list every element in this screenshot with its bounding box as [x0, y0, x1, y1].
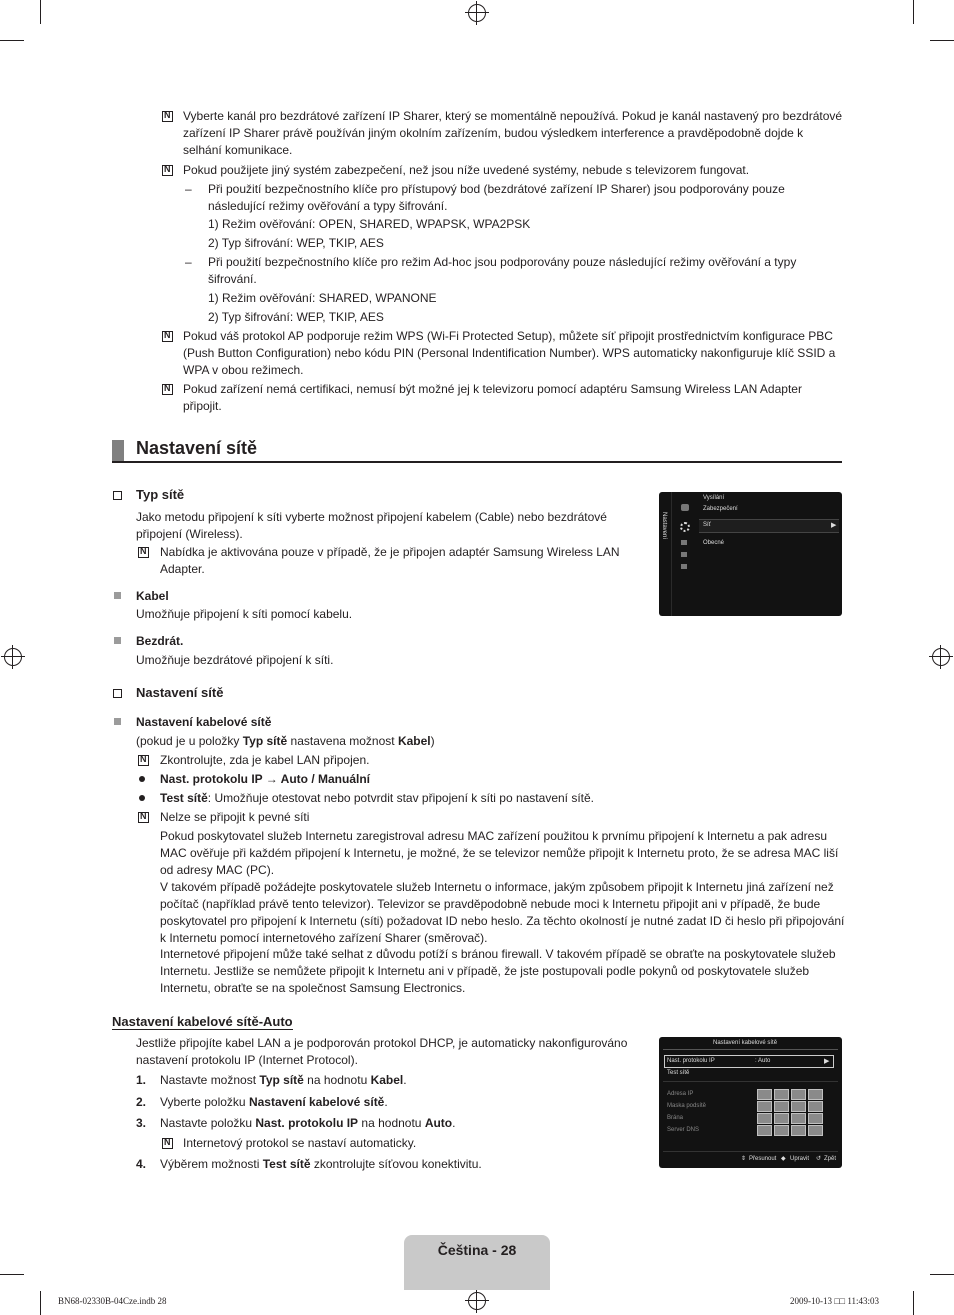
ip-octet-box[interactable] — [774, 1089, 789, 1100]
condition-text: (pokud je u položky Typ sítě nastavena možnost Kabel) — [136, 734, 435, 748]
registration-mark-icon — [468, 1292, 486, 1310]
subheading: Nastavení sítě — [136, 685, 224, 700]
note-text: Vyberte kanál pro bezdrátové zařízení IP Sharer, který se momentálně nepoužívá. Pokud je kanál nastavený pro bezdrátové zařízení IP Sharer právě používán jiným okolním zařízením, budou výsledkem interference a pravděpodobně dojde k selhání komunikace. — [183, 109, 843, 157]
gear-icon — [680, 522, 690, 532]
footer-hint: Přesunout — [749, 1156, 777, 1162]
ip-octet-box[interactable] — [791, 1089, 806, 1100]
arrow-right-icon: ▶ — [831, 522, 837, 529]
bullet-dot-icon — [139, 776, 145, 782]
edit-icon: ◆ — [781, 1156, 786, 1162]
bullet-dot-icon — [139, 795, 145, 801]
note-text: Pokud váš protokol AP podporuje režim WPS (Wi-Fi Protected Setup), můžete síť připojit prostřednictvím konfigurace PBC (Push Button Configuration) nebo kódu PIN (Personal Indentification Number). WPS automaticky nakonfiguruje klíč SSID a WPA v obou režimech. — [183, 329, 836, 377]
note-icon — [162, 331, 173, 342]
menu-item[interactable]: Obecné — [703, 540, 725, 546]
field-label: Brána — [667, 1115, 684, 1121]
bullet-text: Nast. protokolu IP → Auto / Manuální — [160, 772, 371, 786]
option-desc: Umožňuje bezdrátové připojení k síti. — [136, 653, 334, 667]
menu-item-selected[interactable] — [699, 519, 839, 533]
step-text: Nastavte položku Nast. protokolu IP na hodnotu Auto. — [160, 1116, 456, 1130]
crop-mark — [40, 0, 41, 24]
paragraph: Internetové připojení může také selhat z důvodu potíží s bránou firewall. V takovém případě se obraťte na poskytovatele služeb Internetu. Jestliže se nemůžete připojit k Internetu ani v případě, že jste postupovali podle pokynů od poskytovatele služeb Internetu, obraťte se na společnost Samsung Electronics. — [160, 947, 836, 995]
note-text: Nelze se připojit k pevné síti — [160, 810, 310, 824]
dash-item-text: Při použití bezpečnostního klíče pro režim Ad-hoc jsou podporovány pouze následující režimy ověřování a typy šifrování. — [208, 255, 797, 286]
note-icon — [162, 165, 173, 176]
menu-item[interactable]: Síť — [703, 522, 711, 528]
crop-mark — [913, 0, 914, 24]
note-text: Pokud použijete jiný systém zabezpečení, než jsou níže uvedené systémy, nebude s televizorem fungovat. — [183, 163, 750, 177]
footer-hint: Zpět — [824, 1156, 837, 1162]
crop-mark — [0, 1274, 24, 1275]
step-number: 4. — [136, 1157, 147, 1171]
note-icon — [162, 111, 173, 122]
auth-modes: 1) Režim ověřování: SHARED, WPANONE — [208, 291, 437, 305]
ip-octet-box[interactable] — [757, 1113, 772, 1124]
menu-icon — [681, 564, 687, 569]
crop-mark — [913, 1291, 914, 1315]
step-number: 3. — [136, 1116, 147, 1130]
arrow-right-icon: ▶ — [824, 1058, 830, 1065]
note-icon — [138, 755, 149, 766]
body-text: Jako metodu připojení k síti vyberte možnost připojení kabelem (Cable) nebo bezdrátové připojení (Wireless). — [136, 510, 607, 541]
ip-octet-box[interactable] — [757, 1101, 772, 1112]
field-label: Server DNS — [667, 1127, 700, 1133]
note-text: Nabídka je aktivována pouze v případě, že je připojen adaptér Samsung Wireless LAN Adapter. — [160, 545, 620, 576]
ip-octet-box[interactable] — [757, 1089, 772, 1100]
crop-mark — [40, 1291, 41, 1315]
menu-item[interactable]: Zabezpečení — [703, 506, 738, 512]
test-network-item[interactable]: Test sítě — [667, 1070, 690, 1076]
menu-icon — [681, 552, 687, 557]
ip-octet-box[interactable] — [808, 1125, 823, 1136]
note-text: Pokud zařízení nemá certifikaci, nemusí být možné jej k televizoru pomocí adaptéru Samsung Wireless LAN Adapter připojit. — [183, 382, 802, 413]
ip-octet-box[interactable] — [791, 1113, 806, 1124]
note-icon — [162, 384, 173, 395]
paragraph: V takovém případě požádejte poskytovatele služeb Internetu o informace, jakým způsobem připojit k Internetu jiná zařízení než počítač (například právě tento televizor). Televizor se pravděpodobně nebude moci k Internetu připojit ani v případě, že bude poskytovatel pro připojení k Internetu (síti) požadovat ID nebo heslo. Za těchto okolností je nutné zadat ID či heslo při připojování k Internetu pomocí internetového zařízení Sharer (směrovač). — [160, 880, 845, 945]
field-label: Adresa IP — [667, 1091, 694, 1097]
ip-octet-box[interactable] — [774, 1101, 789, 1112]
registration-mark-icon — [932, 648, 950, 666]
ip-octet-box[interactable] — [757, 1125, 772, 1136]
dash-item-text: Při použití bezpečnostního klíče pro přístupový bod (bezdrátové zařízení IP Sharer) jsou podporovány pouze následující režimy ověřování a typy šifrování. — [208, 182, 785, 213]
row-value: : Auto — [755, 1058, 771, 1064]
menu-icon — [681, 540, 687, 545]
encryption-types: 2) Typ šifrování: WEP, TKIP, AES — [208, 310, 384, 324]
file-info: BN68-02330B-04Cze.indb 28 — [58, 1296, 167, 1306]
row-label: Nast. protokolu IP — [667, 1058, 715, 1064]
step-text: Výběrem možnosti Test sítě zkontrolujte síťovou konektivitu. — [160, 1157, 482, 1171]
ip-octet-box[interactable] — [791, 1125, 806, 1136]
checkbox-bullet-icon — [113, 491, 122, 500]
bullet-text: Test sítě: Umožňuje otestovat nebo potvrdit stav připojení k síti po nastavení sítě. — [160, 791, 595, 805]
crop-mark — [930, 40, 954, 41]
option-desc: Umožňuje připojení k síti pomocí kabelu. — [136, 607, 353, 621]
dash-bullet: – — [185, 255, 192, 269]
checkbox-bullet-icon — [113, 689, 122, 698]
encryption-types: 2) Typ šifrování: WEP, TKIP, AES — [208, 236, 384, 250]
step-text: Nastavte možnost Typ sítě na hodnotu Kabel. — [160, 1073, 407, 1087]
print-date: 2009-10-13 □□ 11:43:03 — [790, 1296, 880, 1306]
note-icon — [162, 1138, 173, 1149]
section-bar — [112, 440, 124, 461]
menu-title: Nastavení kabelové sítě — [713, 1040, 778, 1046]
section-rule — [112, 461, 842, 463]
menu-item[interactable]: Vysílání — [703, 495, 725, 501]
paragraph: Pokud poskytovatel služeb Internetu zaregistroval adresu MAC zařízení použitou k prvnímu připojení k Internetu a pak adresu MAC ověřuje při každém připojení k Internetu, je možné, že se televizor nemůže připojit k Internetu proto, že se adresa MAC liší od adresy MAC (PC). — [160, 829, 839, 877]
note-text: Zkontrolujte, zda je kabel LAN připojen. — [160, 753, 370, 767]
body-text: Jestliže připojíte kabel LAN a je podporován protokol DHCP, je automaticky nakonfigurováno nastavení protokolu IP (Internet Protocol). — [136, 1036, 628, 1067]
ip-octet-box[interactable] — [808, 1113, 823, 1124]
tv-network-settings-screenshot — [659, 1037, 842, 1168]
subsection-title: Nastavení kabelové sítě-Auto — [112, 1014, 293, 1029]
step-number: 2. — [136, 1095, 147, 1109]
option-label: Bezdrát. — [136, 634, 184, 648]
registration-mark-icon — [4, 648, 22, 666]
subheading: Typ sítě — [136, 487, 185, 502]
crop-mark — [930, 1274, 954, 1275]
page-label: Čeština - 28 — [437, 1242, 517, 1258]
tv-menu-screenshot — [659, 492, 842, 616]
ip-octet-box[interactable] — [808, 1089, 823, 1100]
option-label: Kabel — [136, 589, 169, 603]
square-bullet-icon — [114, 592, 121, 599]
option-label: Nastavení kabelové sítě — [136, 715, 272, 729]
section-title: Nastavení sítě — [136, 438, 258, 458]
crop-mark — [0, 40, 24, 41]
dash-bullet: – — [185, 182, 192, 196]
auth-modes: 1) Režim ověřování: OPEN, SHARED, WPAPSK, WPA2PSK — [208, 217, 531, 231]
ip-octet-box[interactable] — [808, 1101, 823, 1112]
ip-octet-box[interactable] — [791, 1101, 806, 1112]
note-text: Internetový protokol se nastaví automaticky. — [183, 1136, 417, 1150]
return-icon: ↺ — [816, 1156, 822, 1162]
ip-octet-box[interactable] — [774, 1113, 789, 1124]
ip-octet-box[interactable] — [774, 1125, 789, 1136]
square-bullet-icon — [114, 637, 121, 644]
menu-side-label: Nastavení — [661, 512, 667, 540]
move-icon: ⇕ — [741, 1156, 747, 1162]
field-label: Maska podsítě — [667, 1103, 707, 1109]
note-icon — [138, 812, 149, 823]
square-bullet-icon — [114, 718, 121, 725]
step-number: 1. — [136, 1073, 147, 1087]
menu-icon — [681, 504, 689, 511]
step-text: Vyberte položku Nastavení kabelové sítě. — [160, 1095, 388, 1109]
registration-mark-icon — [468, 4, 486, 22]
footer-hint: Upravit — [790, 1156, 810, 1162]
note-icon — [138, 547, 149, 558]
